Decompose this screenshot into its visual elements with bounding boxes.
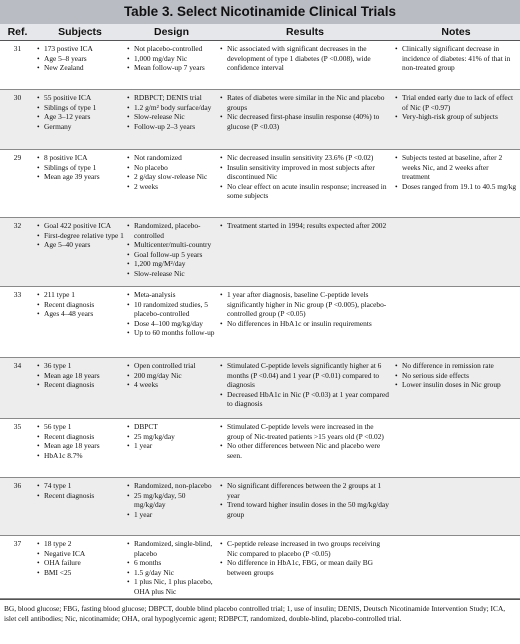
- bullet-item: • RDBPCT; DENIS trial: [126, 93, 218, 103]
- bullet-item: • BMI <25: [36, 568, 124, 578]
- design-cell: [126, 221, 218, 279]
- ref-cell: 31: [13, 44, 22, 53]
- bullet-item: • No differences in HbA1c or insulin requirements: [219, 319, 391, 329]
- bullet-item: • 8 positive ICA: [36, 153, 124, 163]
- bullet-item: • Dose 4–100 mg/kg/day: [126, 319, 218, 329]
- bullet-item: • 1 year: [126, 441, 218, 451]
- bullet-item: • DBPCT: [126, 422, 218, 432]
- table-row: [0, 150, 520, 218]
- table-row: [0, 478, 520, 536]
- subjects-cell: [36, 221, 124, 250]
- bullet-item: • C-peptide release increased in two groups receiving Nic compared to placebo (P <0.05): [219, 539, 391, 558]
- bullet-item: • 1 year after diagnosis, baseline C-peptide levels significantly higher in Nic group (P <0.005), placebo-controlled group (P <0.05): [219, 290, 391, 319]
- bullet-item: • 18 type 2: [36, 539, 124, 549]
- bullet-item: • Mean age 39 years: [36, 172, 124, 182]
- bullet-item: • 1.5 g/day Nic: [126, 568, 218, 578]
- bullet-item: • Slow-release Nic: [126, 269, 218, 279]
- header-results: Results: [218, 24, 392, 41]
- bullet-item: • 2 g/day slow-release Nic: [126, 172, 218, 182]
- bullet-item: • Randomized, non-placebo: [126, 481, 218, 491]
- notes-cell: [394, 361, 518, 390]
- bullet-item: • Subjects tested at baseline, after 2 weeks Nic, and 2 weeks after treatment: [394, 153, 518, 182]
- design-cell: [126, 539, 218, 597]
- bullet-item: • New Zealand: [36, 63, 124, 73]
- table-row: [0, 90, 520, 150]
- bullet-item: • Negative ICA: [36, 549, 124, 559]
- bullet-item: • 173 postive ICA: [36, 44, 124, 54]
- bullet-item: • Nic decreased first-phase insulin response (40%) to glucose (P <0.03): [219, 112, 391, 131]
- bullet-item: • Recent diagnosis: [36, 491, 124, 501]
- bullet-item: • 56 type 1: [36, 422, 124, 432]
- bullet-item: • 2 weeks: [126, 182, 218, 192]
- bullet-item: • Lower insulin doses in Nic group: [394, 380, 518, 390]
- bullet-item: • Follow-up 2–3 years: [126, 122, 218, 132]
- bullet-item: • Insulin sensitivity improved in most subjects after discontinued Nic: [219, 163, 391, 182]
- results-cell: [219, 422, 391, 460]
- results-cell: [219, 44, 391, 73]
- bullet-item: • Recent diagnosis: [36, 300, 124, 310]
- table-row: [0, 287, 520, 358]
- bullet-item: • Multicenter/multi-country: [126, 240, 218, 250]
- bullet-item: • Randomized, single-blind, placebo: [126, 539, 218, 558]
- table-row: [0, 419, 520, 478]
- table-row: [0, 536, 520, 599]
- bullet-item: • Siblings of type 1: [36, 163, 124, 173]
- bullet-item: • No difference in remission rate: [394, 361, 518, 371]
- bullet-item: • No placebo: [126, 163, 218, 173]
- results-cell: [219, 481, 391, 519]
- bullet-item: • Age 3–12 years: [36, 112, 124, 122]
- bullet-item: • Germany: [36, 122, 124, 132]
- results-cell: [219, 290, 391, 328]
- bullet-item: • No serious side effects: [394, 371, 518, 381]
- results-cell: [219, 93, 391, 131]
- bullet-item: • 1 year: [126, 510, 218, 520]
- bullet-item: • 10 randomized studies, 5 placebo-controlled: [126, 300, 218, 319]
- ref-cell: 35: [13, 422, 22, 431]
- bullet-item: • Up to 60 months follow-up: [126, 328, 218, 338]
- bullet-item: • Slow-release Nic: [126, 112, 218, 122]
- subjects-cell: [36, 422, 124, 460]
- subjects-cell: [36, 290, 124, 319]
- bullet-item: • 1 plus Nic, 1 plus placebo, OHA plus Nic: [126, 577, 218, 596]
- results-cell: [219, 221, 391, 231]
- bullet-item: • Not randomized: [126, 153, 218, 163]
- subjects-cell: [36, 539, 124, 577]
- table-footnote: BG, blood glucose; FBG, fasting blood glucose; DBPCT, double blind placebo controlled trial; 1, use of insulin; DENIS, Deutsch Nicotinamide Intervention Study; ICA, islet cell antibodies; Nic, nicotinamide; OHA, oral hypoglycemic agent; RDBPCT, randomized, double-blind, placebo-controlled trial.: [4, 604, 506, 623]
- bullet-item: • 200 mg/day Nic: [126, 371, 218, 381]
- subjects-cell: [36, 44, 124, 73]
- bullet-item: • Open controlled trial: [126, 361, 218, 371]
- subjects-cell: [36, 481, 124, 500]
- header-design: Design: [125, 24, 218, 41]
- bullet-item: • 25 mg/kg/day: [126, 432, 218, 442]
- bullet-item: • Not placebo-controlled: [126, 44, 218, 54]
- bullet-item: • 6 months: [126, 558, 218, 568]
- bullet-item: • Nic decreased insulin sensitivity 23.6% (P <0.02): [219, 153, 391, 163]
- bullet-item: • 36 type 1: [36, 361, 124, 371]
- bullet-item: • 1,000 mg/day Nic: [126, 54, 218, 64]
- ref-cell: 30: [13, 93, 22, 102]
- bullet-item: • Recent diagnosis: [36, 432, 124, 442]
- ref-cell: 32: [13, 221, 22, 230]
- table-title: Table 3. Select Nicotinamide Clinical Trials: [0, 0, 520, 24]
- table-row: [0, 218, 520, 287]
- bullet-item: • Age 5–8 years: [36, 54, 124, 64]
- bullet-item: • Meta-analysis: [126, 290, 218, 300]
- bullet-item: • 74 type 1: [36, 481, 124, 491]
- bullet-item: • Trial ended early due to lack of effect of Nic (P <0.97): [394, 93, 518, 112]
- bullet-item: • Mean follow-up 7 years: [126, 63, 218, 73]
- header-ref: Ref.: [0, 24, 35, 41]
- table-row: [0, 358, 520, 419]
- bullet-item: • 25 mg/kg/day, 50 mg/kg/day: [126, 491, 218, 510]
- results-cell: [219, 539, 391, 577]
- bullet-item: • Mean age 18 years: [36, 441, 124, 451]
- bullet-item: • Very-high-risk group of subjects: [394, 112, 518, 122]
- bullet-item: • Mean age 18 years: [36, 371, 124, 381]
- bullet-item: • Goal follow-up 5 years: [126, 250, 218, 260]
- design-cell: [126, 44, 218, 73]
- notes-cell: [394, 93, 518, 122]
- design-cell: [126, 93, 218, 131]
- results-cell: [219, 153, 391, 201]
- bullet-item: • Rates of diabetes were similar in the Nic and placebo groups: [219, 93, 391, 112]
- bullet-item: • No significant differences between the 2 groups at 1 year: [219, 481, 391, 500]
- notes-cell: [394, 44, 518, 73]
- bullet-item: • No clear effect on acute insulin response; increased in some subjects: [219, 182, 391, 201]
- bullet-item: • Decreased HbA1c in Nic (P <0.03) at 1 year compared to diagnosis: [219, 390, 391, 409]
- bullet-item: • 1.2 g/m² body surface/day: [126, 103, 218, 113]
- bullet-item: • 1,200 mg/M²/day: [126, 259, 218, 269]
- footnote-divider: [0, 599, 520, 600]
- bullet-item: • No other differences between Nic and placebo were seen.: [219, 441, 391, 460]
- bullet-item: • Stimulated C-peptide levels were increased in the group of Nic-treated patients >15 years old (P <0.02): [219, 422, 391, 441]
- bullet-item: • First-degree relative type 1: [36, 231, 124, 241]
- bullet-item: • 55 positive ICA: [36, 93, 124, 103]
- bullet-item: • Recent diagnosis: [36, 380, 124, 390]
- header-notes: Notes: [392, 24, 520, 41]
- bullet-item: • 211 type 1: [36, 290, 124, 300]
- bullet-item: • Clinically significant decrease in incidence of diabetes: 41% of that in non-treated group: [394, 44, 518, 73]
- bullet-item: • Doses ranged from 19.1 to 40.5 mg/kg: [394, 182, 518, 192]
- bullet-item: • Ages 4–48 years: [36, 309, 124, 319]
- ref-cell: 29: [13, 153, 22, 162]
- table-row: [0, 41, 520, 90]
- notes-cell: [394, 153, 518, 191]
- bullet-item: • Nic associated with significant decreases in the development of type 1 diabetes (P <0.008), wide confidence interval: [219, 44, 391, 73]
- bullet-item: • Age 5–40 years: [36, 240, 124, 250]
- design-cell: [126, 361, 218, 390]
- ref-cell: 37: [13, 539, 22, 548]
- bullet-item: • Stimulated C-peptide levels significantly higher at 6 months (P <0.04) and 1 year (P <0.01) compared to diagnosis: [219, 361, 391, 390]
- design-cell: [126, 481, 218, 519]
- results-cell: [219, 361, 391, 409]
- bullet-item: • No difference in HbA1c, FBG, or mean daily BG between groups: [219, 558, 391, 577]
- ref-cell: 36: [13, 481, 22, 490]
- bullet-item: • Trend toward higher insulin doses in the 50 mg/kg/day group: [219, 500, 391, 519]
- subjects-cell: [36, 93, 124, 131]
- bullet-item: • OHA failure: [36, 558, 124, 568]
- subjects-cell: [36, 361, 124, 390]
- design-cell: [126, 153, 218, 191]
- bullet-item: • Siblings of type 1: [36, 103, 124, 113]
- bullet-item: • HbA1c 8.7%: [36, 451, 124, 461]
- ref-cell: 33: [13, 290, 22, 299]
- header-subjects: Subjects: [35, 24, 125, 41]
- bullet-item: • Randomized, placebo-controlled: [126, 221, 218, 240]
- ref-cell: 34: [13, 361, 22, 370]
- bullet-item: • Treatment started in 1994; results expected after 2002: [219, 221, 391, 231]
- design-cell: [126, 422, 218, 451]
- subjects-cell: [36, 153, 124, 182]
- design-cell: [126, 290, 218, 338]
- bullet-item: • Goal 422 positive ICA: [36, 221, 124, 231]
- bullet-item: • 4 weeks: [126, 380, 218, 390]
